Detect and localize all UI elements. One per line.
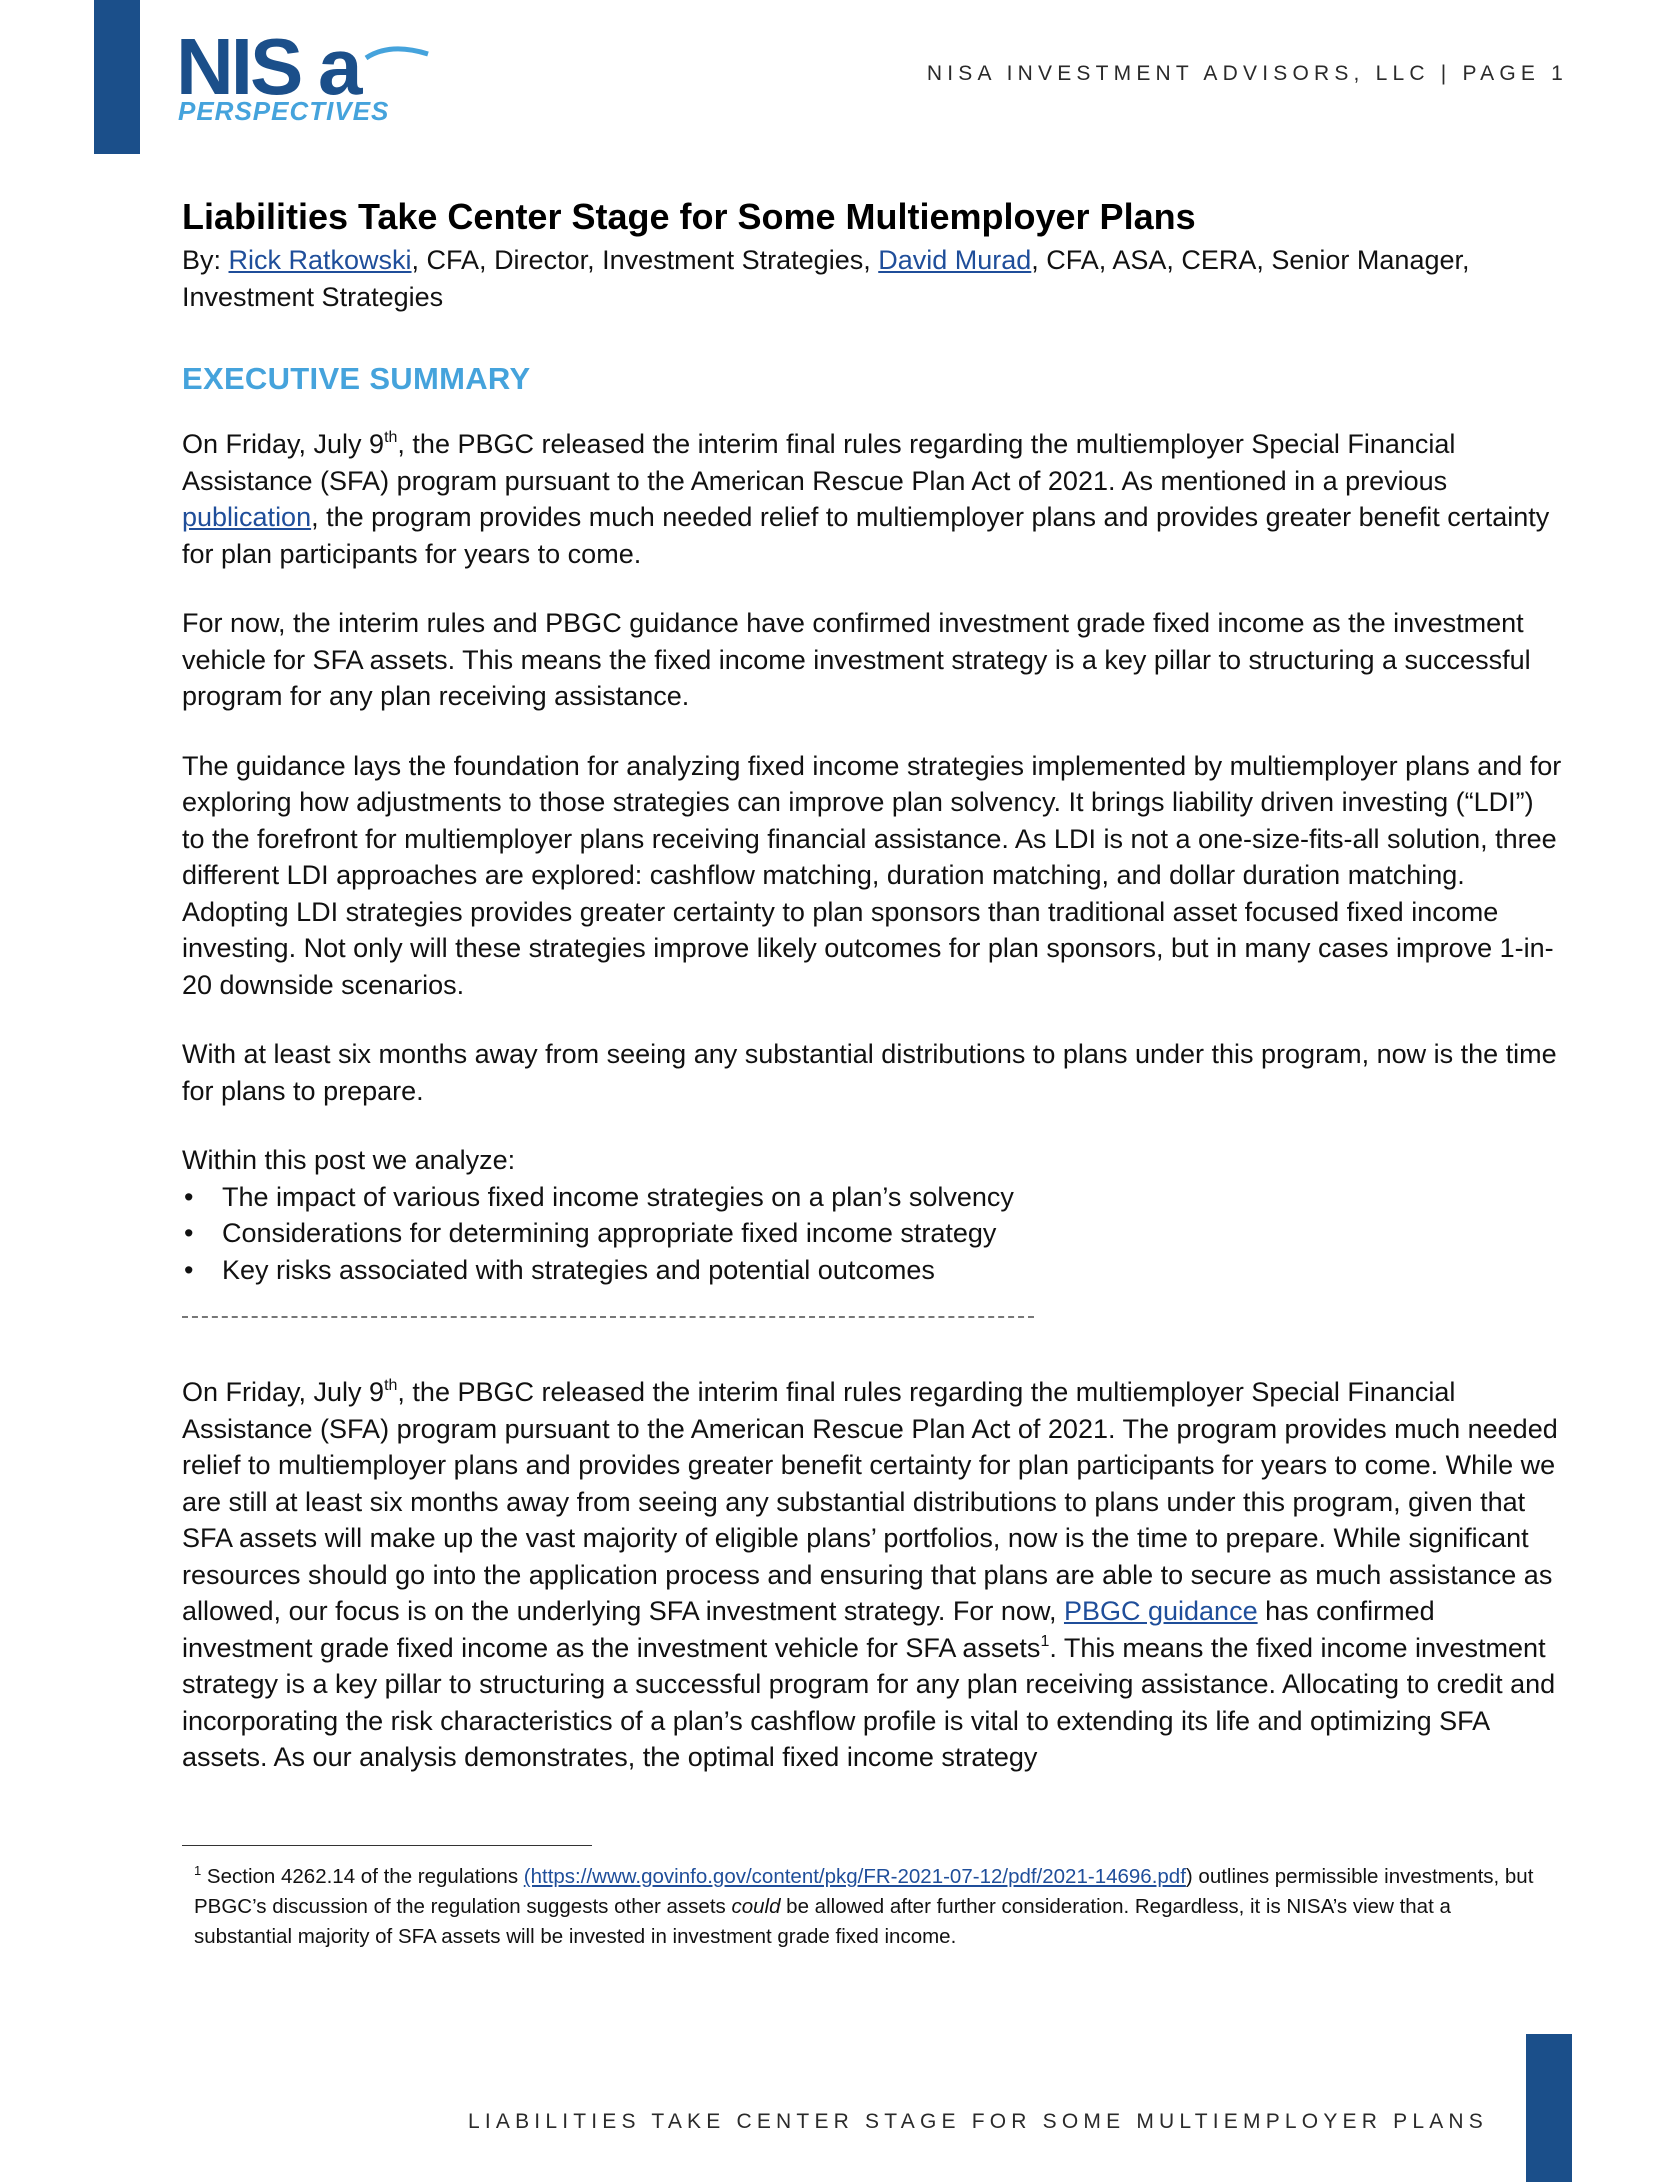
article-body (182, 194, 1562, 1776)
list-item-text: Considerations for determining appropriate fixed income strategy (222, 1218, 997, 1248)
list-item-text: The impact of various fixed income strategies on a plan’s solvency (222, 1181, 1014, 1212)
byline (182, 242, 1562, 316)
paragraph-5-text-d: . This means the fixed income investment strategy is a key pillar to structuring a successful program for any plan receiving assistance. Allocating to credit and incorporating the risk characteristics of a plan’s cashflow profile is vital to extending its life and optimizing SFA assets. As our analysis demonstrates, the optimal fixed income strategy (182, 1632, 1556, 1772)
header-accent-bar (94, 0, 140, 154)
paragraph-3: The guidance lays the foundation for analyzing fixed income strategies implemented by multiemployer plans and for exploring how adjustments to those strategies can improve plan solvency. It brings liability driven investing (“LDI”) to the forefront for multiemployer plans receiving financial assistance. As LDI is not a one-size-fits-all solution, three different LDI approaches are explored: cashflow matching, duration matching, and dollar duration matching. Adopting LDI strategies provides greater certainty to plan sponsors than traditional asset focused fixed income investing. Not only will these strategies improve likely outcomes for plan sponsors, but in many cases improve 1-in-20 downside scenarios. (182, 750, 1562, 1000)
bullet-icon: • (184, 1218, 194, 1248)
svg-text:PERSPECTIVES: PERSPECTIVES (178, 96, 390, 126)
bullet-icon: • (184, 1254, 194, 1285)
nisa-perspectives-logo (176, 24, 436, 130)
footnote-emphasis: could (731, 1895, 781, 1918)
bullet-icon: • (184, 1181, 194, 1212)
list-item (182, 1252, 1562, 1289)
paragraph-1 (182, 426, 1562, 572)
footnote-1 (194, 1862, 1554, 1952)
paragraph-5-text-c: has confirmed investment grade fixed income as the investment vehicle for SFA assets (182, 1596, 1435, 1663)
svg-text:NIS: NIS (176, 24, 301, 111)
footnote-text-b: ) outlines permissible investments, but PBGC’s discussion of the regulation suggests other assets (194, 1865, 1534, 1918)
list-item (182, 1215, 1562, 1252)
paragraph-5-text-b: , the PBGC released the interim final rules regarding the multiemployer Special Financial Assistance (SFA) program pursuant to the American Rescue Plan Act of 2021. The program provides much needed relief to multiemployer plans and provides greater benefit certainty for plan participants for years to come. While we are still at least six months away from seeing any substantial distributions to plans under this program, given that SFA assets will make up the vast majority of eligible plans’ portfolios, now is the time to prepare. While significant resources should go into the application process and ensuring that plans are able to secure as much assistance as allowed, our focus is on the underlying SFA investment strategy. For now, (182, 1377, 1558, 1626)
footnote-separator (182, 1845, 592, 1846)
paragraph-5-text-a: On Friday, July 9 (182, 1377, 385, 1407)
page-footer: LIABILITIES TAKE CENTER STAGE FOR SOME MULTIEMPLOYER PLANS (467, 2110, 1488, 2133)
author2-credentials: , CFA, ASA, CERA, Senior Manager, Investment Strategies (182, 245, 1470, 312)
svg-text:a: a (318, 24, 363, 111)
paragraph-2: For now, the interim rules and PBGC guidance have confirmed investment grade fixed income as the investment vehicle for SFA assets. This means the fixed income investment strategy is a key pillar to structuring a successful program for any plan receiving assistance. (182, 608, 1531, 711)
footnote-reference[interactable]: 1 (1040, 1632, 1050, 1650)
ordinal-suffix: th (384, 1377, 398, 1394)
footnote-text-c: be allowed after further consideration. Regardless, it is NISA’s view that a substantial majority of SFA assets will be invested in investment grade fixed income. (194, 1895, 1451, 1948)
footnote-number: 1 (194, 1863, 202, 1878)
dashed-divider (182, 1316, 1034, 1318)
article-title: Liabilities Take Center Stage for Some Multiemployer Plans (182, 196, 1196, 237)
publication-link[interactable]: publication (182, 502, 312, 532)
govinfo-regulation-link[interactable]: (https://www.govinfo.gov/content/pkg/FR-2021-07-12/pdf/2021-14696.pdf (523, 1865, 1186, 1888)
paragraph-4: With at least six months away from seeing any substantial distributions to plans under this program, now is the time for plans to prepare. (182, 1039, 1557, 1106)
list-intro: Within this post we analyze: (182, 1145, 516, 1175)
pbgc-guidance-link[interactable]: PBGC guidance (1063, 1596, 1258, 1626)
footnote-text-a: Section 4262.14 of the regulations (201, 1865, 524, 1888)
paragraph-1-text-c: , the program provides much needed relief to multiemployer plans and provides greater benefit certainty for plan participants for years to come. (182, 502, 1550, 569)
footer-accent-bar (1526, 2034, 1572, 2182)
paragraph-1-text-a: On Friday, July 9 (182, 429, 385, 459)
paragraph-5 (182, 1374, 1562, 1776)
ordinal-suffix: th (384, 429, 398, 446)
author-link-david-murad[interactable]: David Murad (878, 245, 1032, 275)
list-item (182, 1179, 1562, 1216)
paragraph-1-text-b: , the PBGC released the interim final rules regarding the multiemployer Special Financial Assistance (SFA) program pursuant to the American Rescue Plan Act of 2021. As mentioned in a previous (182, 429, 1456, 496)
list-item-text: Key risks associated with strategies and potential outcomes (222, 1254, 935, 1285)
author-link-rick-ratkowski[interactable]: Rick Ratkowski (228, 245, 412, 275)
executive-summary-heading: EXECUTIVE SUMMARY (182, 361, 531, 396)
byline-prefix: By: (182, 245, 229, 275)
author1-credentials: , CFA, Director, Investment Strategies, (411, 245, 879, 275)
page-header: NISA INVESTMENT ADVISORS, LLC | PAGE 1 (926, 62, 1568, 85)
analysis-list (182, 1179, 1562, 1289)
